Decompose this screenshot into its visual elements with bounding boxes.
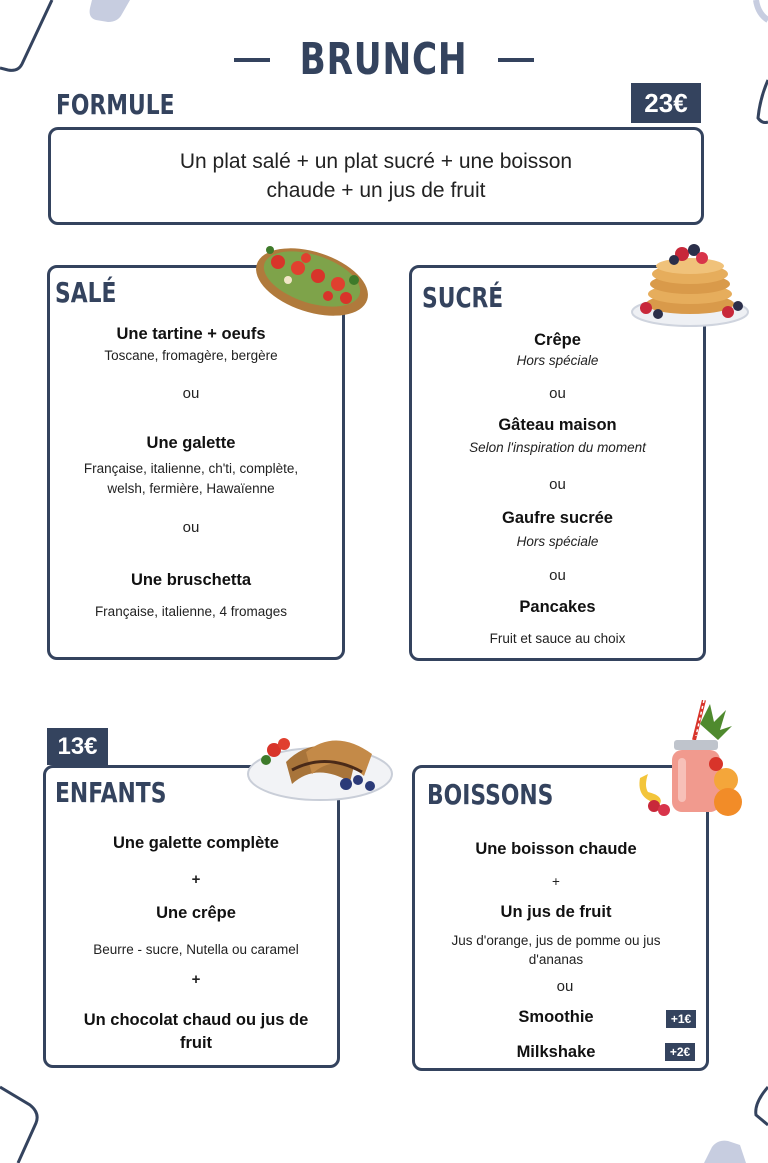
boissons-column <box>412 765 700 1071</box>
enfants-plus-1: + <box>191 871 201 888</box>
formule-line-1: Un plat salé + un plat sucré + une boisson <box>179 150 573 173</box>
sucre-separator-3: ou <box>549 567 566 584</box>
formule-description <box>48 127 704 205</box>
sucre-separator-1: ou <box>549 385 566 402</box>
smoothie-price-tag: +1€ <box>666 1010 696 1028</box>
sale-separator-2: ou <box>182 519 200 536</box>
sale-item-tartine: Une tartine + oeufs <box>116 325 266 343</box>
sucre-label: SUCRÉ <box>422 281 504 314</box>
sale-separator-1: ou <box>182 385 200 402</box>
boissons-label: BOISSONS <box>427 778 554 811</box>
sale-item-galette: Une galette <box>146 434 236 452</box>
corner-shape-bottom-left <box>0 1075 60 1163</box>
enfants-desc-crepe: Beurre - sucre, Nutella ou caramel <box>93 942 299 957</box>
sucre-item-gaufre: Gaufre sucrée <box>502 509 613 527</box>
boissons-desc-jus-1: Jus d'orange, jus de pomme ou jus <box>451 933 661 948</box>
enfants-plus-2: + <box>191 971 201 988</box>
sucre-desc-gateau: Selon l'inspiration du moment <box>469 440 646 455</box>
corner-shape-bottom-right <box>690 1075 768 1163</box>
sale-column <box>47 265 335 660</box>
sale-label: SALÉ <box>55 276 117 309</box>
sale-desc-galette-2: welsh, fermière, Hawaïenne <box>107 481 275 496</box>
boissons-item-chaude: Une boisson chaude <box>475 840 637 858</box>
enfants-item-boisson-2: fruit <box>179 1034 213 1052</box>
title-dash-right <box>498 58 534 62</box>
enfants-item-crepe: Une crêpe <box>156 904 236 922</box>
page-title: BRUNCH <box>300 34 468 85</box>
sucre-separator-2: ou <box>549 476 566 493</box>
enfants-item-galette: Une galette complète <box>113 834 279 852</box>
sucre-desc-crepe: Hors spéciale <box>516 353 599 368</box>
page-header <box>0 34 768 85</box>
formule-line-2: chaude + un jus de fruit <box>266 179 486 202</box>
enfants-item-boisson-1: Un chocolat chaud ou jus de <box>83 1011 309 1029</box>
sucre-column <box>409 265 706 661</box>
enfants-price: 13€ <box>47 728 108 765</box>
sale-desc-galette-1: Française, italienne, ch'ti, complète, <box>83 461 299 476</box>
sale-desc-tartine: Toscane, fromagère, bergère <box>104 348 278 363</box>
sucre-desc-gaufre: Hors spéciale <box>516 534 599 549</box>
sucre-desc-pancakes: Fruit et sauce au choix <box>489 631 626 646</box>
boissons-desc-jus-2: d'ananas <box>528 952 584 967</box>
enfants-column <box>43 765 349 1068</box>
milkshake-price-tag: +2€ <box>665 1043 695 1061</box>
title-dash-left <box>234 58 270 62</box>
boissons-item-jus: Un jus de fruit <box>500 903 612 921</box>
formule-label: FORMULE <box>56 88 175 121</box>
sucre-item-pancakes: Pancakes <box>519 598 596 616</box>
sucre-item-crepe: Crêpe <box>534 331 581 349</box>
boissons-plus: + <box>552 874 560 889</box>
boissons-item-smoothie: Smoothie <box>518 1008 594 1026</box>
sale-item-bruschetta: Une bruschetta <box>130 571 252 589</box>
sucre-item-gateau: Gâteau maison <box>498 416 617 434</box>
enfants-label: ENFANTS <box>55 776 167 809</box>
sale-desc-bruschetta: Française, italienne, 4 fromages <box>94 604 288 619</box>
formule-price: 23€ <box>631 83 701 123</box>
boissons-separator: ou <box>556 978 574 995</box>
boissons-item-milkshake: Milkshake <box>516 1043 596 1061</box>
